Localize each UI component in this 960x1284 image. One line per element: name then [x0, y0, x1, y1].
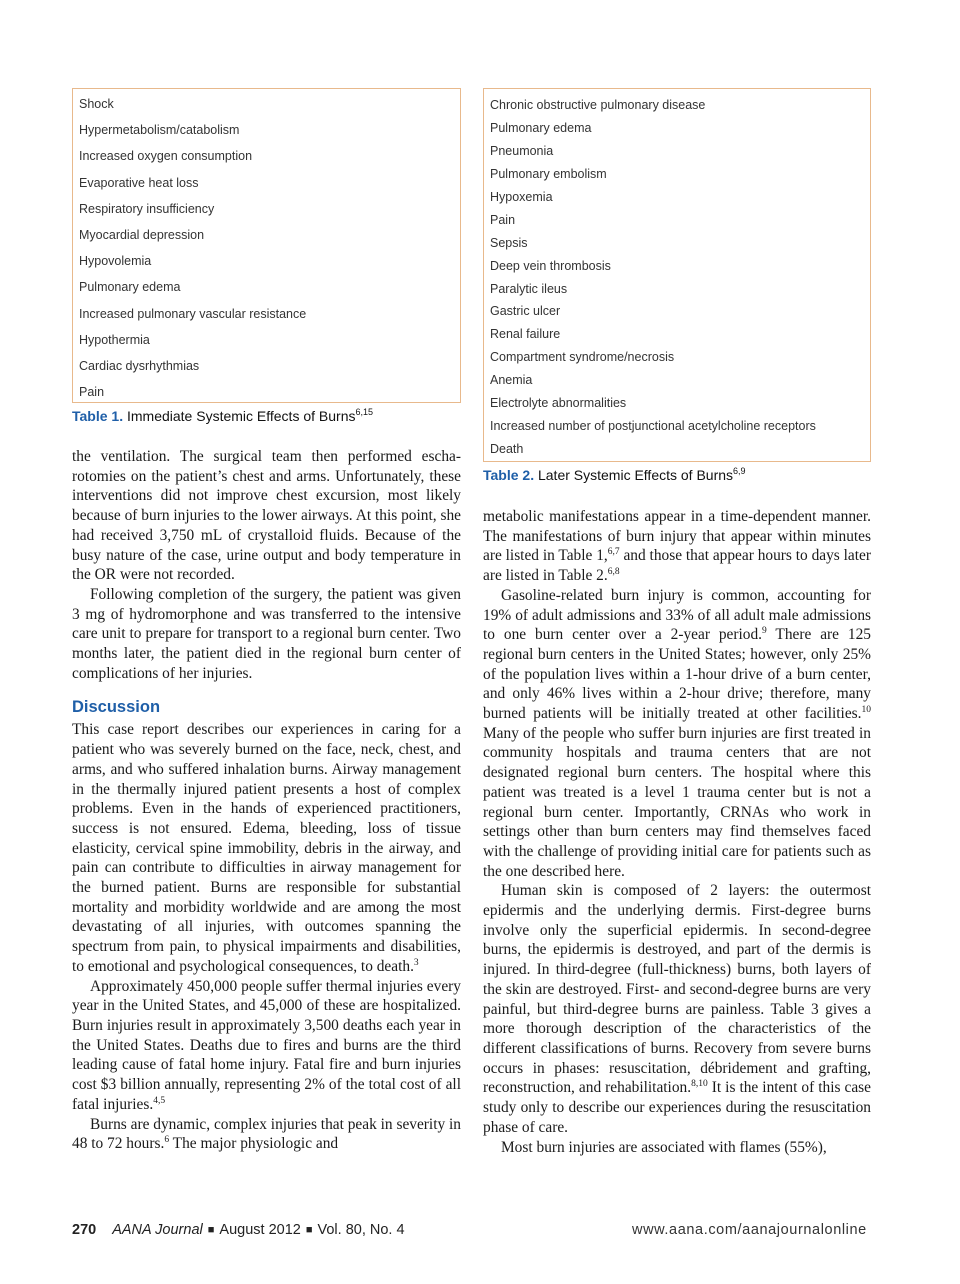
- citation: 9: [762, 626, 767, 637]
- table-2-caption-refs: 6,9: [733, 466, 746, 476]
- page-footer-left: [72, 1222, 405, 1238]
- table-1-caption-refs: 6,15: [355, 407, 374, 417]
- citation: 4,5: [153, 1095, 166, 1106]
- table1-row: Hypovolemia: [79, 254, 152, 269]
- paragraph-text: Approximately 450,000 people suffer thermal injuries every year in the United States, and 45,000 of these are hospitalized. Burn injuries result in approximately 3,500 deaths each year in the United States. Deaths due to fires and burns are the third leading cause of fatal home injury. Fatal fire and burn injuries cost $3 billion annually, representing 2% of the total cost of all fatal injuries.: [72, 977, 461, 1113]
- table-1-caption: [72, 408, 373, 424]
- table2-row: Compartment syndrome/necrosis: [490, 350, 675, 365]
- table1-row: Hypothermia: [79, 332, 150, 347]
- right-text-column: [483, 507, 871, 1157]
- bullet-square-icon: ■: [207, 1224, 215, 1236]
- table2-row: Paralytic ileus: [490, 281, 568, 296]
- citation: 10: [861, 705, 871, 716]
- table1-row: Pulmonary edema: [79, 280, 181, 295]
- journal-url: www.aana.com/aanajournalonline: [632, 1222, 867, 1238]
- paragraph: [483, 881, 871, 1137]
- paragraph-text: metabolic manifestations appear in a time-dependent manner. The manifestations of burn injury that appear within minutes are listed in Table 1,: [483, 508, 871, 565]
- issue-volume: Vol. 80, No. 4: [317, 1222, 405, 1238]
- journal-name: AANA Journal: [112, 1222, 203, 1238]
- table2-row: Electrolyte abnormalities: [490, 396, 627, 411]
- issue-date: August 2012: [219, 1222, 301, 1238]
- table1-row: Evaporative heat loss: [79, 175, 199, 190]
- table2-row: Deep vein thrombosis: [490, 258, 611, 273]
- table2-row: Pulmonary embolism: [490, 166, 607, 181]
- table-1-caption-label: Table 1.: [72, 408, 124, 424]
- paragraph: [72, 720, 461, 976]
- table2-row: Death: [490, 442, 524, 457]
- table1-row: Respiratory insufficiency: [79, 201, 215, 216]
- paragraph: [483, 586, 871, 882]
- citation: 3: [413, 957, 419, 968]
- citation: 6,7: [607, 547, 620, 558]
- table2-row: Hypoxemia: [490, 189, 553, 204]
- table2-row: Anemia: [490, 373, 533, 388]
- table2-row: Chronic obstructive pulmonary disease: [490, 98, 706, 112]
- table-2-caption-label: Table 2.: [483, 467, 535, 483]
- paragraph: Most burn injuries are associated with flames (55%),: [501, 1138, 827, 1156]
- citation: 6: [164, 1135, 170, 1146]
- paragraph: the ventilation. The surgical team then performed escharotomies on the patient’s chest and arms. Unfortunately, these interventions did not improve chest excursion, most likely because of burn injuries to the lower airways. At this point, she had received 3,750 mL of crystalloid fluids. Because of the busy nature of the case, urine output and body temperature in the OR were not recorded.: [72, 448, 461, 584]
- table2-row: Pulmonary edema: [490, 120, 592, 135]
- section-heading-discussion: Discussion: [72, 698, 161, 717]
- paragraph-text: Many of the people who suffer burn injuries are first treated in community hospitals and trauma centers that are not designated regional burn centers. The hospital where this patient was treated is a level 1 trauma center but is not a regional burn center. Importantly, CRNAs who work in settings other than burn centers may find themselves faced with the challenge of providing initial care for patients such as the one described here.: [483, 724, 871, 880]
- table2-row: Sepsis: [490, 235, 528, 250]
- paragraph-text: There are 125 regional burn centers in the United States; however, only 25% of the population lives within a 1-hour drive of a burn center, and only 46% lives within a 2-hour drive; therefore, many burned patients will be initially treated at other facilities.: [483, 626, 871, 723]
- table2-row: Pain: [490, 212, 516, 227]
- table1-row: Myocardial depression: [79, 227, 205, 242]
- citation: 6,8: [607, 567, 620, 578]
- table1-row: Shock: [79, 97, 114, 111]
- table1-row: Hypermetabolism/catabolism: [79, 123, 240, 138]
- table-1-box: [72, 88, 461, 403]
- paragraph-text: This case report describes our experiences in caring for a patient who was severely burned on the face, neck, chest, and arms, and who suffered inhalation burns. Airway management in the thermally injured patient presents a host of complex problems. Even in the hands of experienced practitioners, success is not ensured. Edema, bleeding, loss of tissue elasticity, cervical spine immobility, debris in the airway, and pain can contribute to difficulties in airway management for the burned patient. Burns are responsible for substantial mortality and morbidity worldwide and are among the most devastating of all injuries, with outcomes spanning the spectrum from pain, to physical impairments and disabilities, to emotional and psychological consequences, to death.: [72, 721, 461, 975]
- paragraph-text: The major physiologic and: [169, 1135, 339, 1153]
- paragraph: [483, 507, 871, 586]
- table2-row: Gastric ulcer: [490, 304, 561, 319]
- table1-row: Pain: [79, 385, 105, 400]
- table2-row: Renal failure: [490, 327, 561, 342]
- table1-row: Cardiac dysrhythmias: [79, 358, 200, 373]
- table1-row: Increased pulmonary vascular resistance: [79, 306, 307, 321]
- paragraph-text: It is the intent of this case study only to describe our experiences during the resuscitation phase of care.: [483, 1079, 871, 1136]
- table1-row: Increased oxygen consumption: [79, 149, 253, 164]
- paragraph: [72, 1115, 461, 1154]
- paragraph-text: Gasoline-related burn injury is common, accounting for 19% of adult admissions and 33% of all adult male admissions to one burn center over a 2-year period.: [483, 586, 871, 644]
- table2-row: Pneumonia: [490, 143, 554, 158]
- paragraph: [72, 977, 461, 1115]
- page-number: 270: [72, 1222, 97, 1238]
- bullet-square-icon: ■: [305, 1224, 313, 1236]
- paragraph-text: Human skin is composed of 2 layers: the outermost epidermis and the underlying dermis. First-degree burns involve only the superficial epidermis. In second-degree burns, the epidermis is destroyed, and part of the dermis is injured. In third-degree (full-thickness) burns, both layers of the skin are destroyed. First- and second-degree burns are very painful, but third-degree burns are painless. Table 3 gives a more thorough description of the characteristics of the different classifications of burns. Recovery from severe burns occurs in phases: resuscitation, débridement and grafting, reconstruction, and rehabilitation.: [483, 882, 871, 1097]
- table2-row: Increased number of postjunctional acetylcholine receptors: [490, 419, 816, 434]
- paragraph-text: Burns are dynamic, complex injuries that peak in severity in 48 to 72 hours.: [72, 1115, 461, 1153]
- citation: 8,10: [691, 1079, 708, 1090]
- table-2-box: [483, 88, 871, 462]
- table-1-caption-text: Immediate Systemic Effects of Burns: [126, 408, 356, 424]
- left-text-column: [72, 447, 461, 1154]
- paragraph-text: and those that appear hours to days later are listed in Table 2.: [483, 547, 871, 585]
- paragraph: Following completion of the surgery, the patient was given 3 mg of hydromorphone and was transferred to the intensive care unit to prepare for transport to a regional burn center. Two months later, the patient died in the regional burn center of complications of her injuries.: [72, 585, 461, 682]
- table-2-caption: [483, 467, 746, 483]
- table-2-caption-text: Later Systemic Effects of Burns: [537, 467, 734, 483]
